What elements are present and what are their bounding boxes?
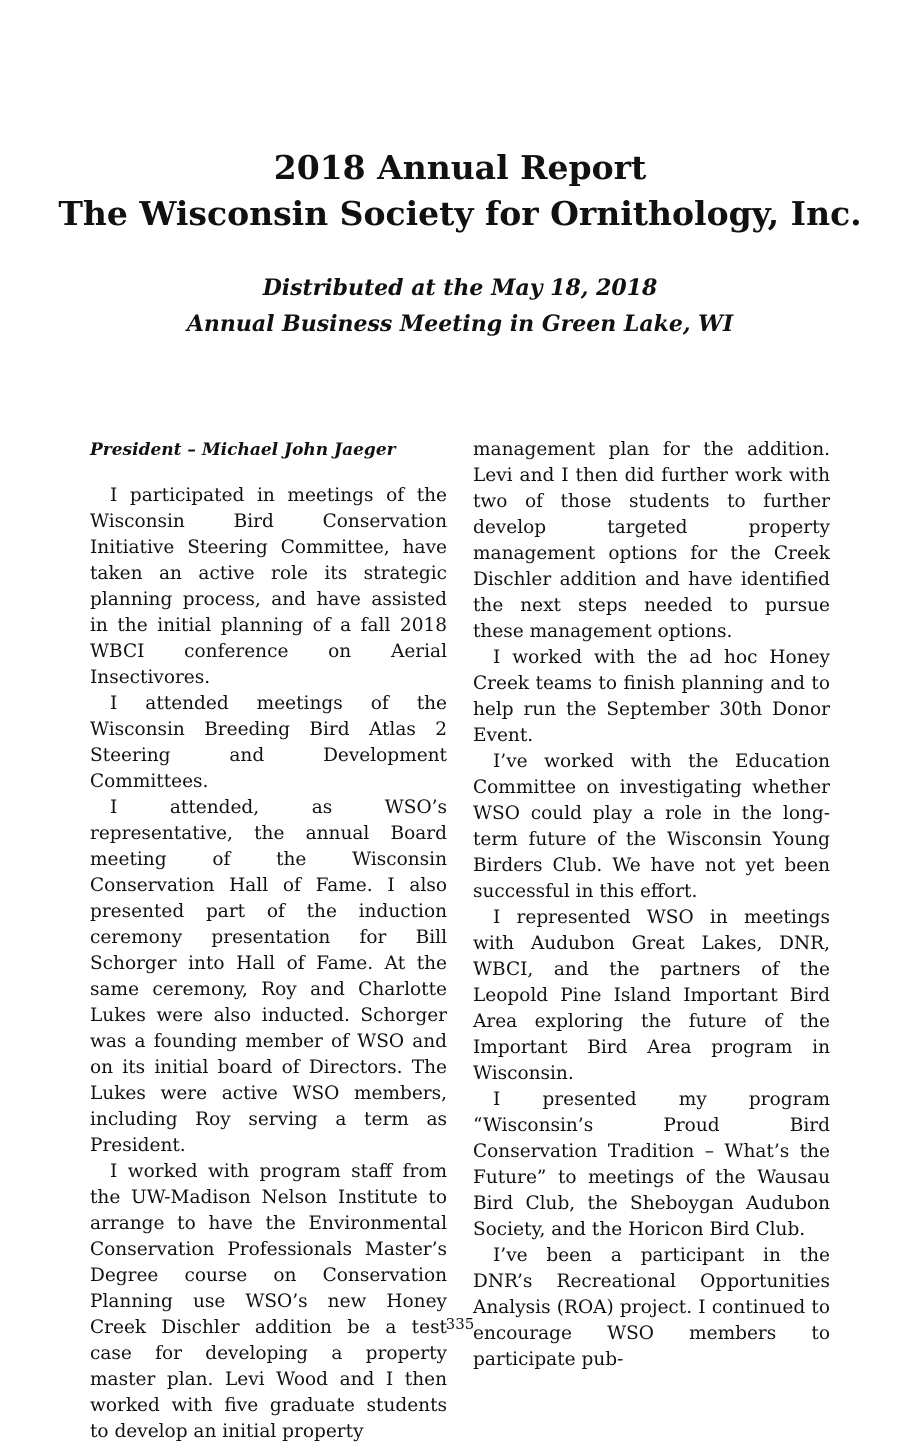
- paragraph: I participated in meetings of the Wisconsin Bird Conservation Initiative Steering Committee, have taken an active role its strategic planning process, and have assisted in the initial planning of a fall 2018 WBCI conference on Aerial Insectivores.: [90, 485, 447, 688]
- paragraph: I’ve been a participant in the DNR’s Recreational Opportunities Analysis (ROA) project. I continued to encourage WSO members to participate pub-: [473, 1245, 830, 1370]
- report-title-line-2: The Wisconsin Society for Ornithology, Inc.: [58, 194, 862, 233]
- report-subtitle-line-1: Distributed at the May 18, 2018: [262, 275, 658, 301]
- report-subtitle: [0, 270, 920, 342]
- section-heading: President – Michael John Jaeger: [90, 440, 396, 460]
- report-title: [0, 145, 920, 237]
- paragraph: I presented my program “Wisconsin’s Proud Bird Conservation Tradition – What’s the Future” to meetings of the Wausau Bird Club, the Sheboygan Audubon Society, and the Horicon Bird Club.: [473, 1089, 830, 1240]
- right-column: [473, 437, 830, 1373]
- paragraph: I worked with program staff from the UW-Madison Nelson Institute to arrange to have the Environmental Conservation Professionals Master’s Degree course on Conservation Planning use WSO’s new Honey Creek Dischler addition be a test case for developing a property master plan. Levi Wood and I then worked with five graduate students to develop an initial property: [90, 1161, 447, 1442]
- paragraph: I represented WSO in meetings with Audubon Great Lakes, DNR, WBCI, and the partners of the Leopold Pine Island Important Bird Area exploring the future of the Important Bird Area program in Wisconsin.: [473, 907, 830, 1084]
- page-number: 335: [445, 1315, 475, 1333]
- paragraph: I worked with the ad hoc Honey Creek teams to finish planning and to help run the September 30th Donor Event.: [473, 647, 830, 746]
- paragraph: I attended meetings of the Wisconsin Breeding Bird Atlas 2 Steering and Development Committees.: [90, 693, 447, 792]
- left-column: [90, 437, 447, 1445]
- paragraph: I’ve worked with the Education Committee on investigating whether WSO could play a role in the long-term future of the Wisconsin Young Birders Club. We have not yet been successful in this effort.: [473, 751, 830, 902]
- report-subtitle-line-2: Annual Business Meeting in Green Lake, WI: [186, 311, 734, 337]
- report-title-line-1: 2018 Annual Report: [273, 148, 647, 187]
- paragraph-continuation: management plan for the addition. Levi and I then did further work with two of those students to further develop targeted property management options for the Creek Dischler addition and have identified the next steps needed to pursue these management options.: [473, 439, 830, 642]
- paragraph: I attended, as WSO’s representative, the annual Board meeting of the Wisconsin Conservation Hall of Fame. I also presented part of the induction ceremony presentation for Bill Schorger into Hall of Fame. At the same ceremony, Roy and Charlotte Lukes were also inducted. Schorger was a founding member of WSO and on its initial board of Directors. The Lukes were active WSO members, including Roy serving a term as President.: [90, 797, 447, 1156]
